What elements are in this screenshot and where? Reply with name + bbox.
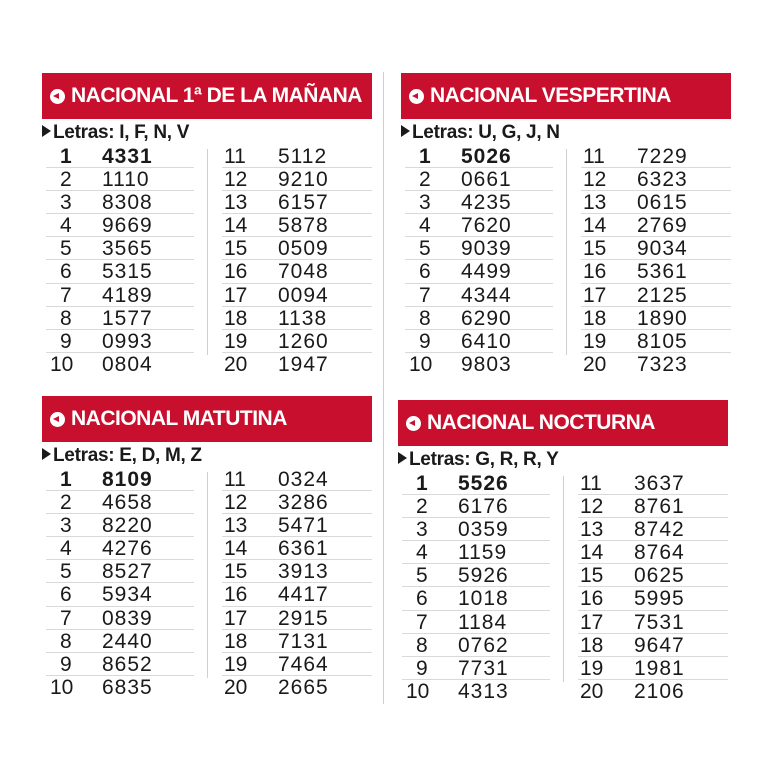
result-number: 2665: [278, 675, 329, 699]
result-row: [402, 611, 550, 634]
letras-line: [42, 444, 372, 468]
result-row: [222, 583, 372, 606]
results-column-1: [405, 145, 553, 376]
result-row: [578, 495, 728, 518]
result-row: [405, 284, 553, 307]
result-position: 3: [419, 191, 431, 215]
result-position: 13: [224, 191, 248, 215]
result-number: 8109: [102, 468, 153, 491]
result-number: 7048: [278, 260, 329, 284]
result-number: 5878: [278, 214, 329, 238]
center-divider: [383, 72, 384, 704]
result-number: 0839: [102, 606, 153, 630]
result-position: 6: [60, 583, 72, 607]
result-number: 1260: [278, 329, 329, 353]
result-position: 20: [580, 679, 604, 703]
result-row: [46, 214, 194, 237]
result-position: 19: [580, 656, 604, 680]
panel-title-banner: [42, 396, 372, 442]
result-number: 1138: [278, 306, 328, 330]
result-position: 5: [419, 237, 431, 261]
result-number: 3286: [278, 491, 329, 515]
result-number: 9034: [637, 237, 688, 261]
result-row: [222, 560, 372, 583]
result-position: 14: [583, 214, 607, 238]
result-row: [578, 472, 728, 495]
result-position: 14: [580, 541, 604, 565]
result-position: 13: [224, 514, 248, 538]
result-row: [46, 284, 194, 307]
result-number: 5112: [278, 145, 328, 168]
results-column-2: [578, 472, 728, 703]
result-row: [46, 260, 194, 283]
result-row: [578, 657, 728, 680]
result-position: 19: [224, 652, 248, 676]
result-position: 16: [224, 583, 248, 607]
result-row: [405, 168, 553, 191]
result-row: [405, 353, 553, 376]
result-number: 4189: [102, 283, 153, 307]
result-number: 0625: [634, 564, 685, 588]
result-row: [46, 491, 194, 514]
result-number: 1981: [634, 656, 685, 680]
result-row: [402, 587, 550, 610]
result-row: [222, 191, 372, 214]
panel-title: NACIONAL 1ª DE LA MAÑANA: [71, 84, 362, 107]
result-position: 10: [406, 679, 430, 703]
result-position: 5: [60, 237, 72, 261]
result-number: 0615: [637, 191, 688, 215]
result-number: 4276: [102, 537, 153, 561]
result-number: 5995: [634, 587, 685, 611]
result-position: 9: [60, 652, 72, 676]
result-row: [581, 214, 731, 237]
result-position: 8: [416, 633, 428, 657]
result-number: 4344: [461, 283, 512, 307]
letras-text: Letras: E, D, M, Z: [53, 445, 202, 466]
result-row: [222, 330, 372, 353]
result-position: 4: [416, 541, 428, 565]
result-position: 16: [224, 260, 248, 284]
result-number: 0661: [461, 168, 512, 192]
result-row: [222, 537, 372, 560]
result-number: 7620: [461, 214, 512, 238]
result-position: 13: [583, 191, 607, 215]
result-row: [222, 168, 372, 191]
result-row: [405, 237, 553, 260]
result-row: [46, 653, 194, 676]
result-number: 0804: [102, 352, 153, 376]
result-position: 12: [224, 491, 248, 515]
result-number: 0324: [278, 468, 329, 491]
result-row: [405, 260, 553, 283]
result-number: 5361: [637, 260, 688, 284]
result-position: 9: [60, 329, 72, 353]
result-row: [222, 214, 372, 237]
triangle-bullet-icon: [398, 452, 407, 464]
result-position: 18: [580, 633, 604, 657]
result-number: 6835: [102, 675, 153, 699]
result-number: 0509: [278, 237, 329, 261]
result-row: [405, 307, 553, 330]
back-arrow-icon: [50, 412, 65, 427]
result-position: 7: [60, 283, 72, 307]
result-position: 12: [583, 168, 607, 192]
result-row: [581, 168, 731, 191]
panel-title-banner: [398, 400, 728, 446]
result-number: 6323: [637, 168, 688, 192]
result-row: [46, 168, 194, 191]
result-row: [581, 260, 731, 283]
result-number: 7323: [637, 352, 688, 376]
column-divider: [566, 149, 567, 355]
result-row: [222, 630, 372, 653]
result-position: 10: [409, 352, 433, 376]
result-row: [222, 468, 372, 491]
result-position: 3: [416, 518, 428, 542]
result-row: [578, 541, 728, 564]
letras-text: Letras: I, F, N, V: [53, 122, 190, 143]
result-position: 2: [416, 495, 428, 519]
result-row: [402, 634, 550, 657]
result-position: 11: [224, 468, 246, 491]
result-row: [46, 514, 194, 537]
result-number: 7229: [637, 145, 688, 168]
result-position: 2: [60, 491, 72, 515]
result-position: 8: [419, 306, 431, 330]
results-column-2: [222, 145, 372, 376]
results-columns: [401, 145, 731, 377]
result-row: [46, 468, 194, 491]
result-number: 8527: [102, 560, 153, 584]
column-divider: [563, 476, 564, 682]
result-position: 7: [60, 606, 72, 630]
result-number: 4235: [461, 191, 512, 215]
triangle-bullet-icon: [401, 125, 410, 137]
result-row: [581, 145, 731, 168]
result-number: 1184: [458, 610, 508, 634]
result-row: [578, 680, 728, 703]
letras-line: [42, 121, 372, 145]
back-arrow-icon: [50, 89, 65, 104]
result-number: 1018: [458, 587, 509, 611]
panel-title: NACIONAL MATUTINA: [71, 407, 287, 430]
result-number: 5934: [102, 583, 153, 607]
result-position: 17: [224, 606, 248, 630]
result-position: 16: [583, 260, 607, 284]
result-position: 18: [583, 306, 607, 330]
result-row: [222, 607, 372, 630]
panel-title-banner: [401, 73, 731, 119]
result-position: 2: [419, 168, 431, 192]
result-number: 0359: [458, 518, 509, 542]
result-row: [46, 145, 194, 168]
result-number: 2106: [634, 679, 685, 703]
letras-text: Letras: G, R, R, Y: [409, 449, 559, 470]
result-position: 8: [60, 629, 72, 653]
result-position: 7: [419, 283, 431, 307]
result-position: 1: [416, 472, 428, 495]
result-row: [46, 353, 194, 376]
result-number: 5026: [461, 145, 512, 168]
letras-line: [398, 448, 728, 472]
result-number: 6157: [278, 191, 329, 215]
results-column-2: [222, 468, 372, 699]
result-position: 18: [224, 306, 248, 330]
back-arrow-icon: [406, 416, 421, 431]
result-number: 3637: [634, 472, 685, 495]
result-position: 18: [224, 629, 248, 653]
result-row: [578, 564, 728, 587]
results-column-2: [581, 145, 731, 376]
result-number: 7531: [634, 610, 685, 634]
result-row: [405, 330, 553, 353]
result-row: [405, 214, 553, 237]
result-row: [46, 330, 194, 353]
result-position: 15: [583, 237, 607, 261]
result-position: 20: [224, 352, 248, 376]
result-row: [581, 330, 731, 353]
result-row: [222, 145, 372, 168]
result-position: 1: [60, 468, 72, 491]
result-position: 3: [60, 514, 72, 538]
triangle-bullet-icon: [42, 125, 51, 137]
panel-nacional-matutina: [42, 396, 372, 700]
result-row: [222, 260, 372, 283]
result-number: 9210: [278, 168, 329, 192]
result-row: [222, 491, 372, 514]
result-number: 3913: [278, 560, 329, 584]
results-columns: [42, 145, 372, 377]
result-row: [222, 237, 372, 260]
result-number: 5926: [458, 564, 509, 588]
result-position: 6: [419, 260, 431, 284]
result-number: 6176: [458, 495, 509, 519]
result-position: 1: [60, 145, 72, 168]
result-position: 9: [416, 656, 428, 680]
result-row: [46, 307, 194, 330]
results-column-1: [46, 145, 194, 376]
panel-title: NACIONAL VESPERTINA: [430, 84, 671, 107]
letras-line: [401, 121, 731, 145]
result-number: 7464: [278, 652, 329, 676]
result-number: 3565: [102, 237, 153, 261]
result-position: 20: [224, 675, 248, 699]
result-number: 4313: [458, 679, 509, 703]
result-row: [222, 514, 372, 537]
result-row: [402, 472, 550, 495]
result-number: 9803: [461, 352, 512, 376]
result-row: [578, 634, 728, 657]
result-position: 4: [60, 214, 72, 238]
result-row: [402, 564, 550, 587]
result-position: 6: [60, 260, 72, 284]
result-position: 11: [583, 145, 605, 168]
result-row: [402, 680, 550, 703]
result-position: 4: [60, 537, 72, 561]
panel-nacional-nocturna: [398, 400, 728, 704]
result-number: 0762: [458, 633, 509, 657]
result-number: 2125: [637, 283, 688, 307]
result-row: [46, 583, 194, 606]
result-position: 14: [224, 537, 248, 561]
result-number: 0094: [278, 283, 329, 307]
result-number: 2915: [278, 606, 329, 630]
result-row: [46, 560, 194, 583]
result-row: [581, 307, 731, 330]
result-position: 5: [60, 560, 72, 584]
result-number: 1947: [278, 352, 329, 376]
result-row: [46, 607, 194, 630]
results-columns: [42, 468, 372, 700]
result-number: 8652: [102, 652, 153, 676]
result-position: 16: [580, 587, 604, 611]
result-number: 4499: [461, 260, 512, 284]
result-row: [581, 353, 731, 376]
triangle-bullet-icon: [42, 448, 51, 460]
result-row: [581, 284, 731, 307]
result-position: 17: [224, 283, 248, 307]
result-row: [222, 353, 372, 376]
result-position: 17: [583, 283, 607, 307]
result-number: 5471: [278, 514, 329, 538]
result-number: 1159: [458, 541, 508, 565]
result-row: [46, 237, 194, 260]
results-column-1: [46, 468, 194, 699]
result-number: 9039: [461, 237, 512, 261]
result-position: 11: [580, 472, 602, 495]
result-position: 19: [224, 329, 248, 353]
result-number: 9647: [634, 633, 685, 657]
result-row: [222, 653, 372, 676]
result-row: [46, 630, 194, 653]
result-number: 6410: [461, 329, 512, 353]
panel-nacional-vespertina: [401, 73, 731, 377]
result-position: 14: [224, 214, 248, 238]
result-row: [402, 657, 550, 680]
result-position: 19: [583, 329, 607, 353]
result-position: 12: [224, 168, 248, 192]
result-number: 1890: [637, 306, 688, 330]
result-position: 5: [416, 564, 428, 588]
result-row: [222, 284, 372, 307]
back-arrow-icon: [409, 89, 424, 104]
result-number: 8308: [102, 191, 153, 215]
result-row: [581, 191, 731, 214]
result-position: 11: [224, 145, 246, 168]
result-row: [581, 237, 731, 260]
result-row: [405, 191, 553, 214]
result-row: [578, 518, 728, 541]
result-position: 13: [580, 518, 604, 542]
result-number: 2769: [637, 214, 688, 238]
result-number: 9669: [102, 214, 153, 238]
result-position: 9: [419, 329, 431, 353]
result-position: 20: [583, 352, 607, 376]
result-number: 5526: [458, 472, 509, 495]
result-number: 1110: [102, 168, 150, 192]
result-row: [402, 495, 550, 518]
result-number: 8220: [102, 514, 153, 538]
result-position: 15: [224, 560, 248, 584]
result-position: 8: [60, 306, 72, 330]
result-number: 8742: [634, 518, 685, 542]
result-number: 2440: [102, 629, 153, 653]
panel-title-banner: [42, 73, 372, 119]
result-row: [46, 676, 194, 699]
result-number: 0993: [102, 329, 153, 353]
result-number: 7731: [458, 656, 509, 680]
results-columns: [398, 472, 728, 704]
panel-title: NACIONAL NOCTURNA: [427, 411, 655, 434]
result-row: [222, 676, 372, 699]
result-position: 15: [580, 564, 604, 588]
result-row: [222, 307, 372, 330]
result-position: 15: [224, 237, 248, 261]
result-row: [46, 191, 194, 214]
result-number: 1577: [102, 306, 153, 330]
result-row: [402, 518, 550, 541]
column-divider: [207, 149, 208, 355]
result-position: 10: [50, 675, 74, 699]
result-position: 2: [60, 168, 72, 192]
result-row: [402, 541, 550, 564]
result-number: 8105: [637, 329, 688, 353]
result-number: 6290: [461, 306, 512, 330]
result-row: [46, 537, 194, 560]
result-number: 4417: [278, 583, 329, 607]
results-column-1: [402, 472, 550, 703]
result-position: 10: [50, 352, 74, 376]
result-position: 6: [416, 587, 428, 611]
result-row: [405, 145, 553, 168]
result-row: [578, 587, 728, 610]
column-divider: [207, 472, 208, 678]
letras-text: Letras: U, G, J, N: [412, 122, 560, 143]
result-number: 8764: [634, 541, 685, 565]
result-position: 1: [419, 145, 431, 168]
result-number: 6361: [278, 537, 329, 561]
result-number: 4658: [102, 491, 153, 515]
result-number: 5315: [102, 260, 153, 284]
result-position: 4: [419, 214, 431, 238]
result-number: 4331: [102, 145, 153, 168]
result-number: 8761: [634, 495, 685, 519]
result-position: 7: [416, 610, 428, 634]
result-position: 17: [580, 610, 604, 634]
result-position: 12: [580, 495, 604, 519]
panel-nacional-manana: [42, 73, 372, 377]
result-number: 7131: [278, 629, 329, 653]
result-position: 3: [60, 191, 72, 215]
result-row: [578, 611, 728, 634]
